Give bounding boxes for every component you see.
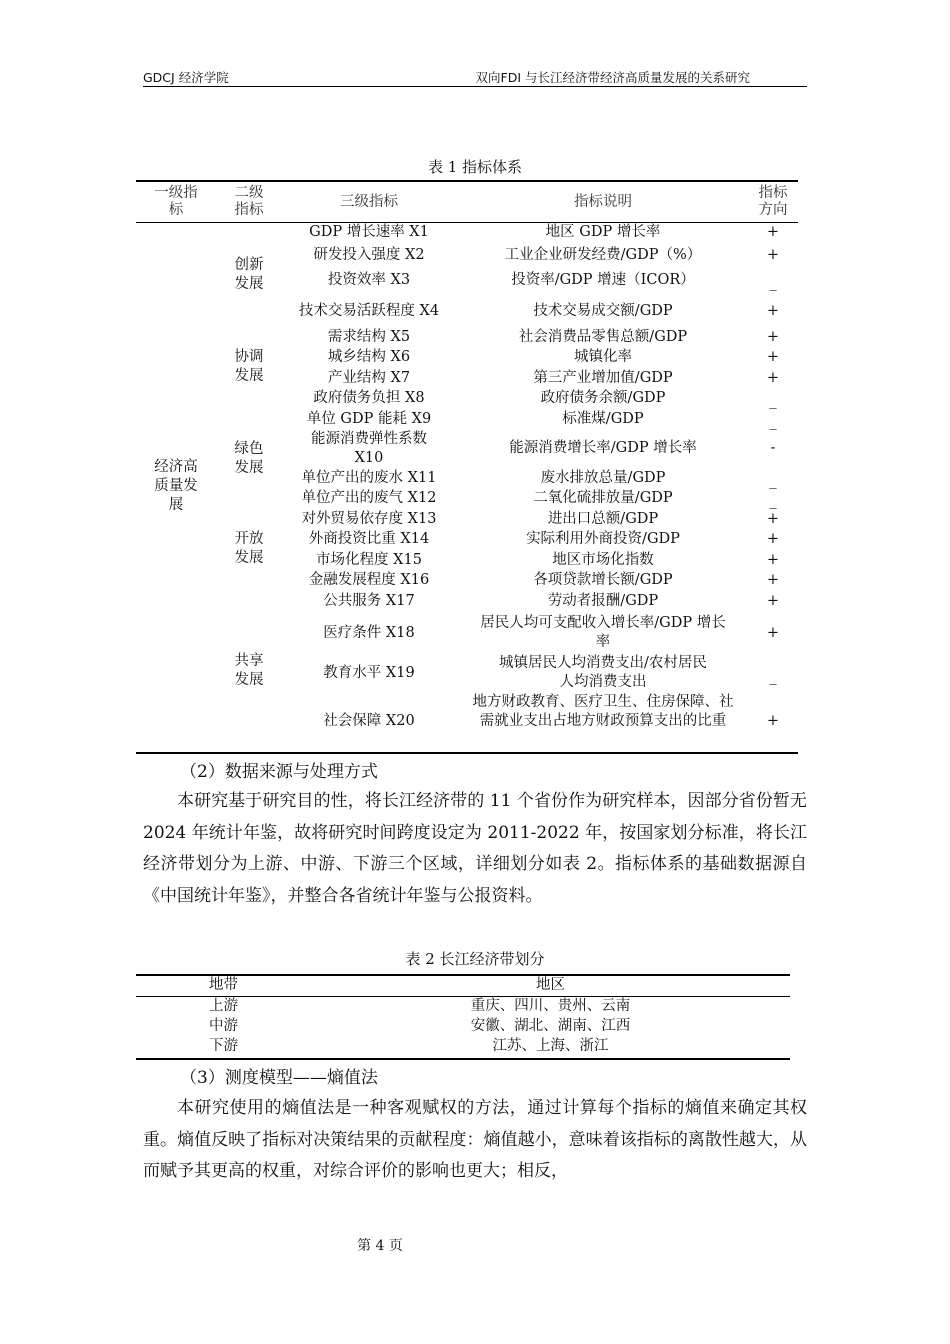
row-direction: + xyxy=(766,572,780,588)
row-direction: + xyxy=(766,625,780,641)
row-direction: _ xyxy=(769,493,777,509)
row-indicator: 社会保障 X20 xyxy=(323,713,415,729)
row-indicator: 投资效率 X3 xyxy=(327,272,411,288)
row-indicator: 医疗条件 X18 xyxy=(323,625,415,641)
section3-title: （3）测度模型——熵值法 xyxy=(180,1068,378,1088)
row-indicator: 对外贸易依存度 X13 xyxy=(301,511,437,527)
row-desc: 城镇化率 xyxy=(574,349,632,365)
row-indicator: 公共服务 X17 xyxy=(323,593,415,609)
row-indicator: 单位产出的废气 X12 xyxy=(301,490,437,506)
row-direction: + xyxy=(766,511,780,527)
section3-paragraph: 本研究使用的熵值法是一种客观赋权的方法，通过计算每个指标的熵值来确定其权重。熵值反映了指标对决策结果的贡献程度：熵值越小，意味着该指标的离散性越大，从而赋予其更高的权重，对综合评价的影响也更大；相反， xyxy=(143,1098,807,1181)
row-indicator: 外商投资比重 X14 xyxy=(308,531,430,547)
row-direction: + xyxy=(766,224,780,240)
row-indicator: 需求结构 X5 xyxy=(327,329,411,345)
row-direction: + xyxy=(766,713,780,729)
row-direction: + xyxy=(766,349,780,365)
table2-header-region: 地区 xyxy=(536,977,565,993)
row-desc: 实际利用外商投资/GDP xyxy=(526,531,680,547)
group-green: 绿色发展 xyxy=(234,441,264,476)
row-indicator: 单位 GDP 能耗 X9 xyxy=(306,411,432,427)
row-desc: 地区 GDP 增长率 xyxy=(545,224,661,240)
regions-cell: 江苏、上海、浙江 xyxy=(492,1038,609,1054)
row-desc: 废水排放总量/GDP xyxy=(540,470,666,486)
row-indicator: 单位产出的废水 X11 xyxy=(301,470,437,486)
row-desc: 城镇居民人均消费支出/农村居民人均消费支出 xyxy=(499,655,707,690)
row-indicator: GDP 增长速率 X1 xyxy=(309,224,429,240)
row-desc: 劳动者报酬/GDP xyxy=(547,593,659,609)
row-indicator: 城乡结构 X6 xyxy=(327,349,411,365)
row-desc: 各项贷款增长额/GDP xyxy=(533,572,673,588)
row-direction: + xyxy=(766,329,780,345)
table1-header-desc: 指标说明 xyxy=(574,194,632,210)
table1-header-direction: 指标方向 xyxy=(758,185,788,218)
row-desc: 居民人均可支配收入增长率/GDP 增长率 xyxy=(480,615,726,650)
row-desc: 政府债务余额/GDP xyxy=(540,390,666,406)
regions-cell: 安徽、湖北、湖南、江西 xyxy=(470,1018,631,1034)
row-desc: 标准煤/GDP xyxy=(562,411,644,427)
row-indicator: 金融发展程度 X16 xyxy=(308,572,430,588)
zone-cell: 上游 xyxy=(209,998,238,1014)
row-desc: 第三产业增加值/GDP xyxy=(533,370,673,386)
row-direction: _ xyxy=(769,473,777,489)
table1 xyxy=(136,180,798,754)
table1-header-level2: 二级指标 xyxy=(234,185,264,218)
table1-header-level3: 三级指标 xyxy=(340,194,398,210)
level1-label: 经济高质量发展 xyxy=(154,459,198,513)
header-right: 双向FDI 与长江经济带经济高质量发展的关系研究 xyxy=(475,70,750,85)
table2 xyxy=(136,974,790,1060)
row-direction: + xyxy=(766,303,780,319)
group-innovation: 创新发展 xyxy=(234,257,264,292)
zone-cell: 中游 xyxy=(209,1018,238,1034)
row-indicator: 技术交易活跃程度 X4 xyxy=(298,303,440,319)
group-shared: 共享发展 xyxy=(234,653,264,688)
page-number: 第 4 页 xyxy=(357,1238,403,1254)
row-desc: 地方财政教育、医疗卫生、住房保障、社需就业支出占地方财政预算支出的比重 xyxy=(472,694,734,729)
row-desc: 社会消费品零售总额/GDP xyxy=(518,329,688,345)
row-desc: 投资率/GDP 增速（ICOR） xyxy=(511,272,695,288)
row-desc: 进出口总额/GDP xyxy=(547,511,659,527)
header-rule xyxy=(143,86,807,87)
section2-paragraph: 本研究基于研究目的性，将长江经济带的 11 个省份作为研究样本，因部分省份暂无 2024 年统计年鉴，故将研究时间跨度设定为 2011-2022 年，按国家划分标准，将长江经济带划分为上游、中游、下游三个区域，详细划分如表 2。指标体系的基础数据源自《中国统计年鉴》，并整合各省统计年鉴与公报资料。 xyxy=(143,791,807,906)
table2-header-zone: 地带 xyxy=(209,977,238,993)
row-direction: + xyxy=(766,552,780,568)
row-desc: 工业企业研发经费/GDP（%） xyxy=(504,247,702,263)
row-desc: 地区市场化指数 xyxy=(552,552,654,568)
table2-caption: 表 2 长江经济带划分 xyxy=(405,950,545,968)
group-open: 开放发展 xyxy=(234,531,264,566)
row-indicator: 市场化程度 X15 xyxy=(316,552,422,568)
row-indicator: 产业结构 X7 xyxy=(327,370,411,386)
section2-title: （2）数据来源与处理方式 xyxy=(180,762,378,782)
row-direction: + xyxy=(766,247,780,263)
row-direction: _ xyxy=(769,393,777,409)
row-desc: 技术交易成交额/GDP xyxy=(533,303,673,319)
row-direction: - xyxy=(770,440,776,456)
row-indicator: 政府债务负担 X8 xyxy=(313,390,425,406)
row-direction: _ xyxy=(769,275,777,291)
header-left: GDCJ 经济学院 xyxy=(143,70,229,85)
row-desc: 二氧化硫排放量/GDP xyxy=(533,490,673,506)
row-desc: 能源消费增长率/GDP 增长率 xyxy=(509,440,697,456)
row-indicator: 研发投入强度 X2 xyxy=(313,247,425,263)
row-direction: _ xyxy=(769,669,777,685)
row-indicator: 教育水平 X19 xyxy=(323,665,415,681)
group-coordination: 协调发展 xyxy=(234,349,264,384)
row-indicator: 能源消费弹性系数 X10 xyxy=(311,431,427,466)
row-direction: + xyxy=(766,531,780,547)
zone-cell: 下游 xyxy=(209,1038,238,1054)
row-direction: + xyxy=(766,370,780,386)
table1-caption: 表 1 指标体系 xyxy=(427,158,523,176)
row-direction: _ xyxy=(769,414,777,430)
row-direction: + xyxy=(766,593,780,609)
table1-header-level1: 一级指标 xyxy=(154,185,198,218)
regions-cell: 重庆、四川、贵州、云南 xyxy=(470,998,631,1014)
